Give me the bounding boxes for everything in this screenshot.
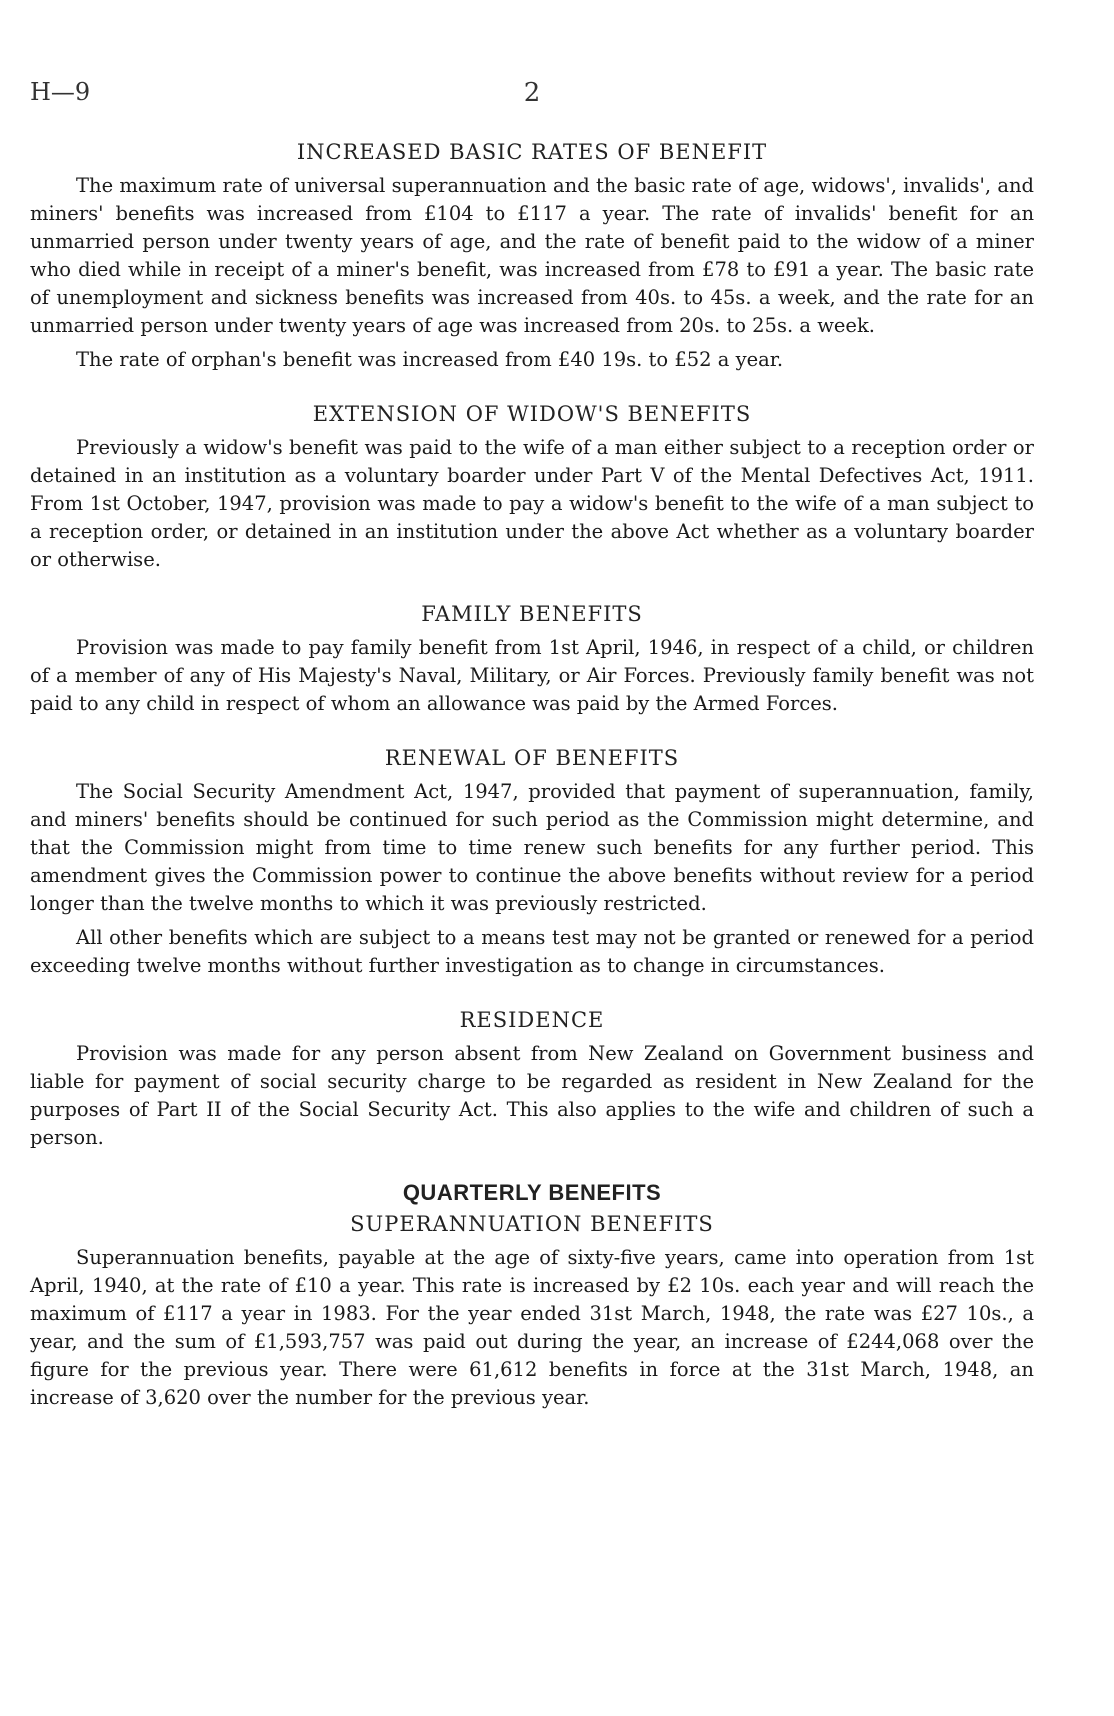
section-heading: RESIDENCE	[459, 1008, 605, 1032]
section-subheading: SUPERANNUATION BENEFITS	[350, 1212, 714, 1236]
paragraph: The rate of orphan's benefit was increased from £40 19s. to £52 a year.	[76, 348, 784, 371]
paragraph: Previously a widow's benefit was paid to the wife of a man either subject to a reception order or detained in an institution as a voluntary boarder under Part V of the Mental Defectives Act, 1911. From 1st October, 1947, provision was made to pay a widow's benefit to the wife of a man subject to a reception order, or detained in an institution under the above Act whether as a voluntary boarder or otherwise.	[30, 436, 1034, 571]
paragraph: All other benefits which are subject to a means test may not be granted or renewed for a period exceeding twelve months without further investigation as to change in circumstances.	[30, 926, 1034, 977]
paragraph: Superannuation benefits, payable at the age of sixty-five years, came into operation from 1st April, 1940, at the rate of £10 a year. This rate is increased by £2 10s. each year and will reach the maximum of £117 a year in 1983. For the year ended 31st March, 1948, the rate was £27 10s., a year, and the sum of £1,593,757 was paid out during the year, an increase of £244,068 over the figure for the previous year. There were 61,612 benefits in force at the 31st March, 1948, an increase of 3,620 over the number for the previous year.	[30, 1246, 1034, 1409]
section-heading: FAMILY BENEFITS	[421, 602, 643, 626]
paragraph: The maximum rate of universal superannuation and the basic rate of age, widows', invalids', and miners' benefits was increased from £104 to £117 a year. The rate of invalids' benefit for an unmarried person under twenty years of age, and the rate of benefit paid to the widow of a miner who died while in receipt of a miner's benefit, was increased from £78 to £91 a year. The basic rate of unemployment and sickness benefits was increased from 40s. to 45s. a week, and the rate for an unmarried person under twenty years of age was increased from 20s. to 25s. a week.	[30, 174, 1034, 337]
section-residence	[30, 1008, 1034, 1152]
paragraph: The Social Security Amendment Act, 1947, provided that payment of superannuation, family, and miners' benefits should be continued for such period as the Commission might determine, and that the Commission might from time to time renew such benefits for any further period. This amendment gives the Commission power to continue the above benefits without review for a period longer than the twelve months to which it was previously restricted.	[30, 780, 1034, 915]
section-heading: QUARTERLY BENEFITS	[402, 1180, 662, 1205]
page-number: 2	[523, 78, 541, 108]
section-heading: INCREASED BASIC RATES OF BENEFIT	[296, 140, 768, 164]
section-quarterly-benefits	[30, 1180, 1034, 1412]
section-renewal-of-benefits	[30, 746, 1034, 980]
section-heading: RENEWAL OF BENEFITS	[384, 746, 680, 770]
paragraph: Provision was made to pay family benefit from 1st April, 1946, in respect of a child, or children of a member of any of His Majesty's Naval, Military, or Air Forces. Previously family benefit was not paid to any child in respect of whom an allowance was paid by the Armed Forces.	[30, 636, 1034, 715]
section-increased-basic-rates	[30, 140, 1034, 374]
section-family-benefits	[30, 602, 1034, 718]
page-header	[30, 78, 1034, 114]
section-heading: EXTENSION OF WIDOW'S BENEFITS	[312, 402, 752, 426]
paragraph: Provision was made for any person absent from New Zealand on Government business and liable for payment of social security charge to be regarded as resident in New Zealand for the purposes of Part II of the Social Security Act. This also applies to the wife and children of such a person.	[30, 1042, 1034, 1149]
document-page	[30, 78, 1034, 1412]
section-extension-widows-benefits	[30, 402, 1034, 574]
document-reference: H—9	[30, 78, 91, 106]
